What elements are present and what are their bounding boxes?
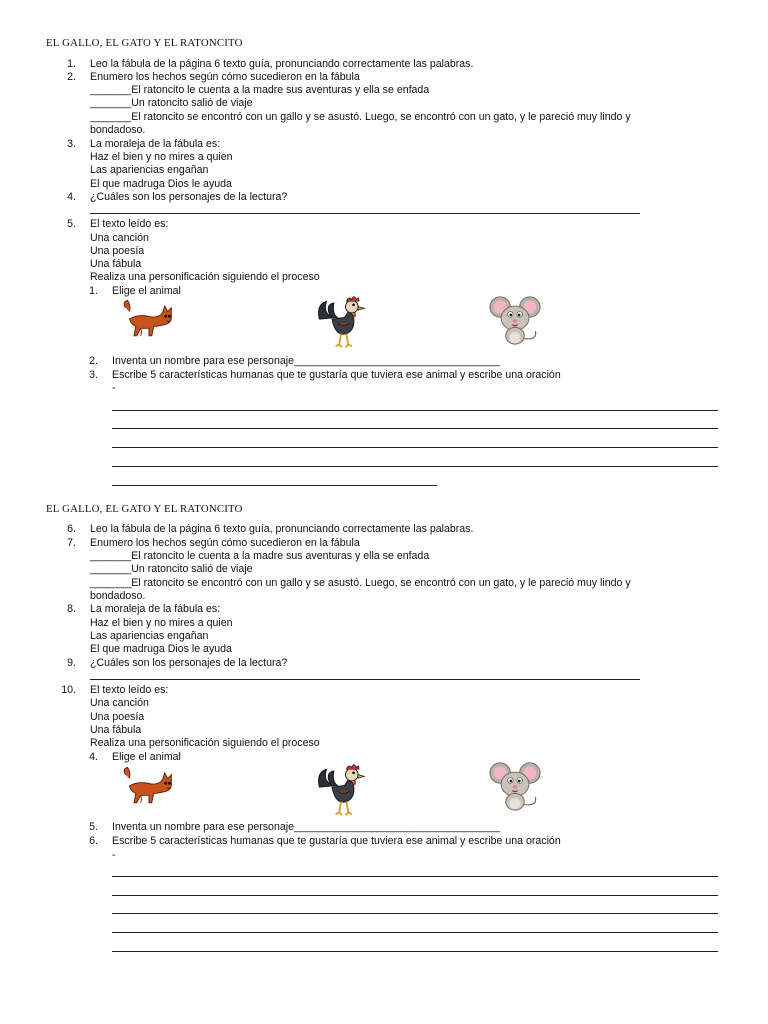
rooster-image <box>314 760 368 818</box>
event-line: _______El ratoncito se encontró con un gallo y se asustó. Luego, se encontró con un gato, y le pareció muy lindo y <box>90 577 631 589</box>
bullet-dash: - <box>112 849 116 861</box>
moral-option: El que madruga Dios le ayuda <box>90 178 232 190</box>
moral-option: Las apariencias engañan <box>90 164 209 176</box>
event-line: _______Un ratoncito salió de viaje <box>90 97 253 109</box>
text-type-option: Una canción <box>90 232 149 244</box>
writing-line <box>112 428 718 429</box>
writing-line <box>112 913 718 914</box>
item-text: La moraleja de la fábula es: <box>90 138 221 150</box>
event-line: _______El ratoncito se encontró con un gallo y se asustó. Luego, se encontró con un gato, y le pareció muy lindo y <box>90 111 631 123</box>
item-number: 1. <box>67 58 76 70</box>
text-type-option: Una canción <box>90 697 149 709</box>
sub-item-number: 2. <box>89 355 98 367</box>
cat-image <box>120 298 176 340</box>
sub-item-text: Escribe 5 características humanas que te gustaría que tuviera ese animal y escribe una oración <box>112 835 561 847</box>
sub-item-number: 6. <box>89 835 98 847</box>
text-type-option: Una fábula <box>90 724 142 736</box>
item-number: 10. <box>61 684 76 696</box>
event-line: bondadoso. <box>90 124 146 136</box>
writing-line <box>112 447 718 448</box>
rooster-image <box>314 292 368 350</box>
answer-line <box>90 213 640 214</box>
writing-line <box>112 466 718 467</box>
text-type-option: Una poesía <box>90 711 145 723</box>
item-number: 4. <box>67 191 76 203</box>
sub-item-number: 3. <box>89 369 98 381</box>
answer-line <box>90 679 640 680</box>
writing-line <box>112 895 718 896</box>
item-text: Leo la fábula de la página 6 texto guía, pronunciando correctamente las palabras. <box>90 58 474 70</box>
item-text: Leo la fábula de la página 6 texto guía, pronunciando correctamente las palabras. <box>90 523 474 535</box>
mouse-image <box>487 294 543 346</box>
item-text: La moraleja de la fábula es: <box>90 603 221 615</box>
text-type-option: Una fábula <box>90 258 142 270</box>
event-line: _______Un ratoncito salió de viaje <box>90 563 253 575</box>
item-text: El texto leído es: <box>90 684 169 696</box>
personification-instruction: Realiza una personificación siguiendo el proceso <box>90 271 320 283</box>
sub-item-number: 4. <box>89 751 98 763</box>
item-number: 8. <box>67 603 76 615</box>
writing-line <box>112 485 437 486</box>
item-text: ¿Cuáles son los personajes de la lectura? <box>90 191 288 203</box>
item-text: ¿Cuáles son los personajes de la lectura? <box>90 657 288 669</box>
writing-line <box>112 876 718 877</box>
item-text: El texto leído es: <box>90 218 169 230</box>
mouse-image <box>487 760 543 812</box>
moral-option: Haz el bien y no mires a quien <box>90 617 233 629</box>
section-title: EL GALLO, EL GATO Y EL RATONCITO <box>46 503 243 515</box>
item-number: 7. <box>67 537 76 549</box>
sub-item-text: Escribe 5 características humanas que te gustaría que tuviera ese animal y escribe una oración <box>112 369 561 381</box>
writing-line <box>112 932 718 933</box>
event-line: _______El ratoncito le cuenta a la madre sus aventuras y ella se enfada <box>90 84 430 96</box>
moral-option: Las apariencias engañan <box>90 630 209 642</box>
moral-option: El que madruga Dios le ayuda <box>90 643 232 655</box>
bullet-dash: - <box>112 382 116 394</box>
item-number: 6. <box>67 523 76 535</box>
item-text: Enumero los hechos según cómo sucedieron en la fábula <box>90 537 360 549</box>
item-number: 3. <box>67 138 76 150</box>
sub-item-text: Inventa un nombre para ese personaje___________________________________ <box>112 821 501 833</box>
sub-item-number: 1. <box>89 285 98 297</box>
text-type-option: Una poesía <box>90 245 145 257</box>
cat-image <box>120 765 176 807</box>
item-text: Enumero los hechos según cómo sucedieron en la fábula <box>90 71 360 83</box>
event-line: _______El ratoncito le cuenta a la madre sus aventuras y ella se enfada <box>90 550 430 562</box>
sub-item-text: Elige el animal <box>112 285 181 297</box>
personification-instruction: Realiza una personificación siguiendo el proceso <box>90 737 320 749</box>
moral-option: Haz el bien y no mires a quien <box>90 151 233 163</box>
writing-line <box>112 951 718 952</box>
sub-item-number: 5. <box>89 821 98 833</box>
sub-item-text: Inventa un nombre para ese personaje___________________________________ <box>112 355 501 367</box>
sub-item-text: Elige el animal <box>112 751 181 763</box>
item-number: 2. <box>67 71 76 83</box>
event-line: bondadoso. <box>90 590 146 602</box>
item-number: 9. <box>67 657 76 669</box>
item-number: 5. <box>67 218 76 230</box>
section-title: EL GALLO, EL GATO Y EL RATONCITO <box>46 37 243 49</box>
writing-line <box>112 410 718 411</box>
